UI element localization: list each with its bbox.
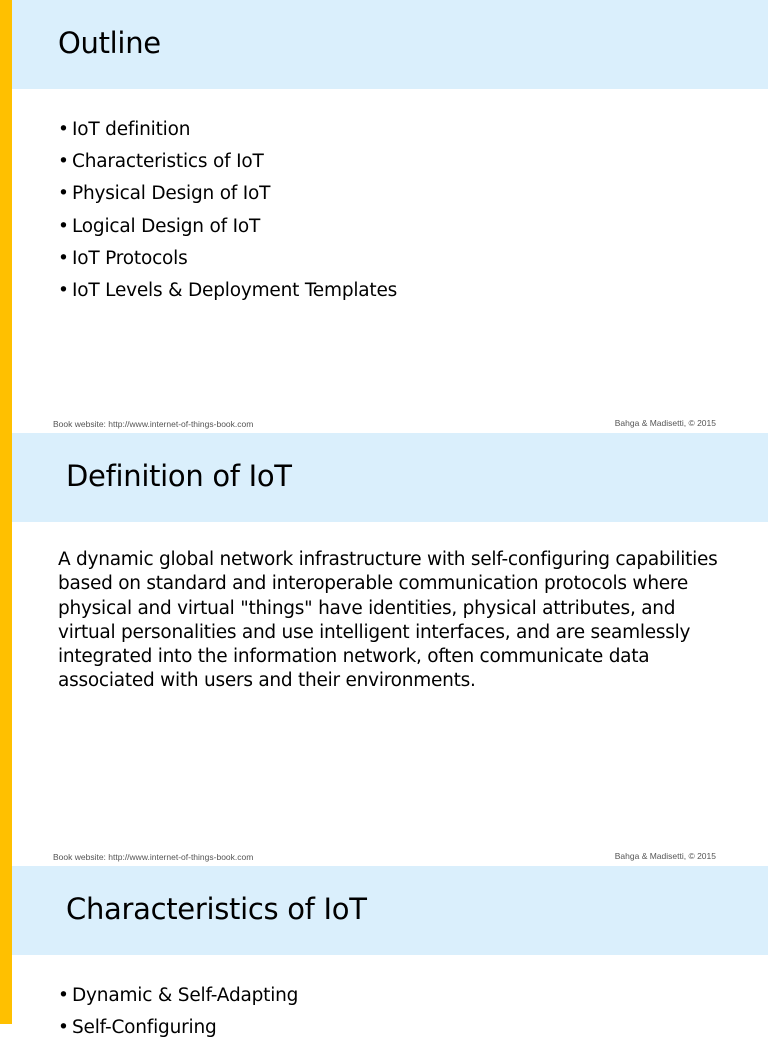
slide-title: Characteristics of IoT [66, 892, 367, 926]
footer-website: Book website: http://www.internet-of-things-book.com [53, 852, 254, 862]
footer-copyright: Bahga & Madisetti, © 2015 [614, 418, 716, 428]
list-item: • IoT Levels & Deployment Templates [58, 275, 397, 307]
slide-title: Outline [58, 26, 161, 60]
bullet-dot-icon: • [58, 215, 69, 237]
bullet-dot-icon: • [58, 985, 69, 1006]
bullet-dot-icon: • [58, 183, 69, 205]
bullet-list [58, 980, 298, 1044]
slide-header [12, 0, 768, 89]
bullet-dot-icon: • [58, 247, 69, 269]
bullet-dot-icon: • [58, 119, 69, 140]
list-item: • IoT Protocols [58, 243, 397, 275]
definition-text: A dynamic global network infrastructure with self-configuring capabilities based on standard and interoperable communication protocols where physical and virtual "things" have identities, physical attributes, and virtual personalities and use intelligent interfaces, and are seamlessly integrated into the information network, often communicate data associated with users and their environments. [58, 549, 718, 692]
slide-definition [12, 433, 768, 866]
list-item: • Self-Configuring [58, 1012, 298, 1044]
slide-outline [12, 0, 768, 433]
footer-copyright: Bahga & Madisetti, © 2015 [614, 851, 716, 861]
slide-header [12, 866, 768, 955]
list-item: • Physical Design of IoT [58, 178, 397, 210]
footer-website: Book website: http://www.internet-of-things-book.com [53, 419, 254, 429]
bullet-dot-icon: • [58, 279, 69, 301]
bullet-dot-icon: • [58, 151, 69, 173]
bullet-dot-icon: • [58, 1017, 69, 1039]
list-item: • Logical Design of IoT [58, 211, 397, 243]
bullet-list [58, 114, 397, 307]
slide-title: Definition of IoT [66, 459, 292, 493]
slide-header [12, 433, 768, 522]
list-item: • Characteristics of IoT [58, 146, 397, 178]
accent-bar [0, 0, 12, 1024]
list-item: • Dynamic & Self-Adapting [58, 980, 298, 1012]
list-item: • IoT definition [58, 114, 397, 146]
slide-characteristics [12, 866, 768, 1039]
